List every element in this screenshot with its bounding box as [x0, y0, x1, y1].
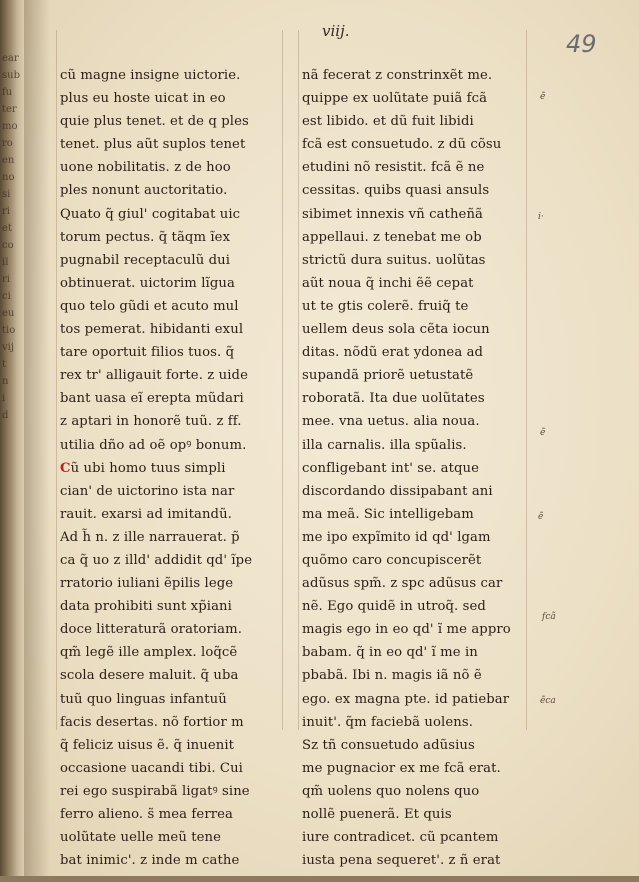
text-line: [302, 364, 522, 387]
text-line: [302, 272, 522, 295]
text-line: [60, 526, 275, 549]
line-text: Sz tñ consuetudo adũsius: [302, 737, 475, 753]
text-line: [302, 503, 522, 526]
line-text: ferro alieno. s̃ mea ferrea: [60, 807, 233, 822]
text-line: [60, 849, 275, 872]
line-text: tuũ quo linguas infantuũ: [60, 691, 227, 707]
text-line: [60, 549, 275, 572]
text-line: [302, 757, 522, 780]
line-text: quippe ex uolũtate puiã fcã: [302, 91, 488, 107]
line-text: confligebant int' se. atque: [302, 460, 480, 476]
edge-fragment: mo: [2, 121, 18, 132]
text-line: [60, 757, 275, 780]
line-text: quõmo caro concupiscerẽt: [302, 552, 482, 568]
ruling-line: [526, 30, 527, 730]
edge-fragment: et: [2, 223, 12, 234]
text-line: [60, 341, 275, 364]
line-text: fcã est consuetudo. z dũ cõsu: [302, 137, 502, 153]
line-text: me ipo expĩmito id qd' lgam: [302, 529, 491, 545]
line-text: tare oportuit filios tuos. q̃: [60, 345, 235, 361]
text-line: [302, 480, 522, 503]
line-text: quie plus tenet. et de q ples: [60, 114, 249, 130]
text-line: [60, 457, 275, 480]
text-line: [60, 64, 275, 87]
line-text: cessitas. quibs quasi ansuls: [302, 183, 490, 199]
text-line: [60, 595, 275, 618]
edge-fragment: eu: [2, 308, 15, 319]
line-text: pbabã. Ibi n. magis iã nõ ẽ: [302, 668, 482, 684]
line-text: iusta pena sequeret'. z ñ erat: [302, 853, 501, 869]
text-line: [60, 688, 275, 711]
text-line: [60, 203, 275, 226]
line-text: rratorio iuliani ẽpilis lege: [60, 576, 234, 592]
text-line: [302, 826, 522, 849]
text-line: [302, 803, 522, 826]
edge-fragment: ter: [2, 104, 17, 115]
line-text: z aptari in honorẽ tuũ. z ff.: [60, 414, 242, 430]
text-line: [60, 641, 275, 664]
text-line: [302, 87, 522, 110]
right-text-column: [302, 64, 522, 872]
text-line: [302, 549, 522, 572]
line-text: babam. q̃ in eo qd' ĩ me in: [302, 645, 478, 661]
edge-fragment: no: [2, 172, 15, 183]
line-text: uolũtate uelle meũ tene: [60, 830, 222, 846]
text-line: [302, 572, 522, 595]
margin-note: ẽ: [540, 92, 546, 102]
edge-fragment: t: [2, 359, 7, 370]
text-line: [60, 156, 275, 179]
text-line: [60, 133, 275, 156]
text-line: [302, 641, 522, 664]
line-text: ma meã. Sic intelligebam: [302, 506, 474, 522]
line-text: ples nonunt auctoritatio.: [60, 183, 228, 199]
line-text: sibimet innexis vñ catheñã: [302, 206, 484, 222]
line-text: tenet. plus aũt suplos tenet: [60, 137, 246, 153]
ruling-line: [282, 30, 283, 730]
text-line: [302, 156, 522, 179]
text-line: [302, 133, 522, 156]
text-line: [60, 480, 275, 503]
edge-fragment: co: [2, 240, 14, 251]
edge-fragment: ri: [2, 274, 10, 285]
page-bottom-edge: [0, 876, 639, 882]
margin-note: i·: [538, 212, 544, 222]
line-text: cũ magne insigne uictorie.: [60, 68, 241, 83]
running-head: viij.: [322, 22, 350, 40]
line-text: plus eu hoste uicat in eo: [60, 91, 226, 107]
line-text: obtinuerat. uictorim lĩgua: [60, 275, 235, 291]
text-line: [302, 664, 522, 687]
margin-note: ẽ: [538, 512, 544, 522]
edge-fragment: il: [2, 257, 9, 268]
line-text: aũt noua q̃ inchi ẽẽ cepat: [302, 275, 474, 291]
line-text: qm̃ legẽ ille amplex. loq̃cẽ: [60, 645, 238, 661]
line-text: bant uasa eĩ erepta mũdari: [60, 391, 244, 407]
text-line: [302, 318, 522, 341]
line-text: ca q̃ uo z illd' addidit qd' ĩpe: [60, 552, 253, 568]
line-text: rex tr' alligauit forte. z uide: [60, 368, 248, 384]
edge-fragment: si: [2, 189, 11, 200]
line-text: cian' de uictorino ista nar: [60, 483, 235, 499]
line-text: nã fecerat z constrinxẽt me.: [302, 68, 493, 83]
text-line: [302, 595, 522, 618]
previous-leaf-edge: [0, 0, 24, 882]
text-line: [60, 826, 275, 849]
text-line: [302, 434, 522, 457]
text-line: [60, 87, 275, 110]
edge-fragment: sub: [2, 70, 20, 81]
text-line: [302, 110, 522, 133]
text-line: [302, 849, 522, 872]
text-line: [60, 226, 275, 249]
line-text: uellem deus sola cẽta iocun: [302, 322, 490, 338]
text-line: [60, 711, 275, 734]
text-line: [60, 249, 275, 272]
edge-fragment: ear: [2, 53, 19, 64]
line-text: inuit'. q̃m faciebã uolens.: [302, 714, 474, 730]
edge-fragment: ci: [2, 291, 11, 302]
ruling-line: [56, 30, 57, 730]
edge-fragment: fu: [2, 87, 13, 98]
line-text: data prohibiti sunt xp̃iani: [60, 599, 232, 615]
text-line: [60, 572, 275, 595]
text-line: [302, 780, 522, 803]
line-text: magis ego in eo qd' ĩ me appro: [302, 622, 511, 638]
edge-fragment: vij: [2, 342, 14, 353]
line-text: torum pectus. q̃ tãqm ĩex: [60, 229, 231, 245]
text-line: [60, 295, 275, 318]
text-line: [60, 179, 275, 202]
line-text: scola desere maluit. q̃ uba: [60, 668, 239, 684]
line-text: utilia dño ad oẽ opꝰ bonum.: [60, 437, 247, 453]
line-text: illa carnalis. illa spũalis.: [302, 437, 467, 453]
line-text: me pugnacior ex me fcã erat.: [302, 760, 501, 776]
text-line: [60, 664, 275, 687]
line-text: rauit. exarsi ad imitandũ.: [60, 506, 232, 522]
text-line: [302, 457, 522, 480]
line-text: quo telo gũdi et acuto mul: [60, 298, 239, 314]
line-text: pugnabil receptaculũ dui: [60, 252, 231, 268]
edge-fragment: ro: [2, 138, 13, 149]
line-text: appellaui. z tenebat me ob: [302, 229, 482, 245]
text-line: [60, 803, 275, 826]
text-line: [60, 318, 275, 341]
edge-fragment: ri: [2, 206, 10, 217]
text-line: [302, 249, 522, 272]
line-text: Ad h̃ n. z ille narrauerat. p̃: [60, 529, 240, 545]
text-line: [302, 64, 522, 87]
edge-fragment: tio: [2, 325, 16, 336]
text-line: [302, 734, 522, 757]
line-text: bat inimic'. z inde m cathe: [60, 853, 240, 869]
line-text: rei ego suspirabã ligatꝰ sine: [60, 783, 250, 799]
line-text: discordando dissipabant ani: [302, 483, 493, 499]
line-text: ditas. nõdũ erat ydonea ad: [302, 345, 484, 361]
line-text: nẽ. Ego quidẽ in utroq̃. sed: [302, 599, 486, 615]
text-line: [302, 526, 522, 549]
previous-leaf-text: [2, 50, 22, 424]
gutter-shadow: [24, 0, 50, 882]
line-text: doce litteraturã oratoriam.: [60, 622, 243, 638]
edge-fragment: n: [2, 376, 9, 387]
text-line: [60, 110, 275, 133]
edge-fragment: d: [2, 410, 9, 421]
line-text: q̃ feliciz uisus ẽ. q̃ inuenit: [60, 737, 235, 753]
line-text: ũ ubi homo tuus simpli: [70, 460, 226, 476]
line-text: Quato q̃ giul' cogitabat uic: [60, 206, 241, 222]
line-text: uone nobilitatis. z de hoo: [60, 160, 231, 176]
text-line: [60, 503, 275, 526]
text-line: [302, 688, 522, 711]
text-line: [60, 780, 275, 803]
text-line: [302, 226, 522, 249]
margin-note: ẽca: [540, 696, 556, 706]
text-line: [60, 618, 275, 641]
folio-number: 49: [566, 30, 597, 58]
ruling-line: [298, 30, 299, 730]
text-line: [302, 295, 522, 318]
text-line: [302, 203, 522, 226]
text-line: [60, 410, 275, 433]
text-line: [302, 341, 522, 364]
line-text: ego. ex magna pte. id patiebar: [302, 691, 510, 707]
rubricated-initial: C: [60, 460, 71, 476]
text-line: [302, 711, 522, 734]
text-line: [60, 272, 275, 295]
left-text-column: [60, 64, 275, 872]
margin-note: ẽ: [540, 428, 546, 438]
line-text: tos pemerat. hibidanti exul: [60, 322, 244, 338]
text-line: [60, 734, 275, 757]
text-line: [60, 387, 275, 410]
line-text: occasione uacandi tibi. Cui: [60, 760, 243, 776]
line-text: supandã priorẽ uetustatẽ: [302, 368, 474, 384]
line-text: adũsus spm̃. z spc adũsus car: [302, 576, 503, 592]
margin-note: fcã: [542, 612, 556, 622]
line-text: iure contradicet. cũ pcantem: [302, 830, 499, 846]
text-line: [302, 410, 522, 433]
text-line: [60, 434, 275, 457]
text-line: [302, 387, 522, 410]
line-text: nollẽ puenerã. Et quis: [302, 807, 452, 822]
text-line: [302, 179, 522, 202]
line-text: etudini nõ resistit. fcã ẽ ne: [302, 160, 485, 176]
edge-fragment: en: [2, 155, 15, 166]
line-text: ut te gtis colerẽ. fruiq̃ te: [302, 298, 469, 314]
text-line: [302, 618, 522, 641]
line-text: strictũ dura suitus. uolũtas: [302, 252, 486, 268]
line-text: qm̃ uolens quo nolens quo: [302, 783, 480, 799]
line-text: est libido. et dũ fuit libidi: [302, 114, 474, 130]
edge-fragment: i: [2, 393, 6, 404]
line-text: mee. vna uetus. alia noua.: [302, 414, 480, 430]
text-line: [60, 364, 275, 387]
line-text: roboratã. Ita due uolũtates: [302, 391, 485, 407]
line-text: facis desertas. nõ fortior m: [60, 714, 244, 730]
